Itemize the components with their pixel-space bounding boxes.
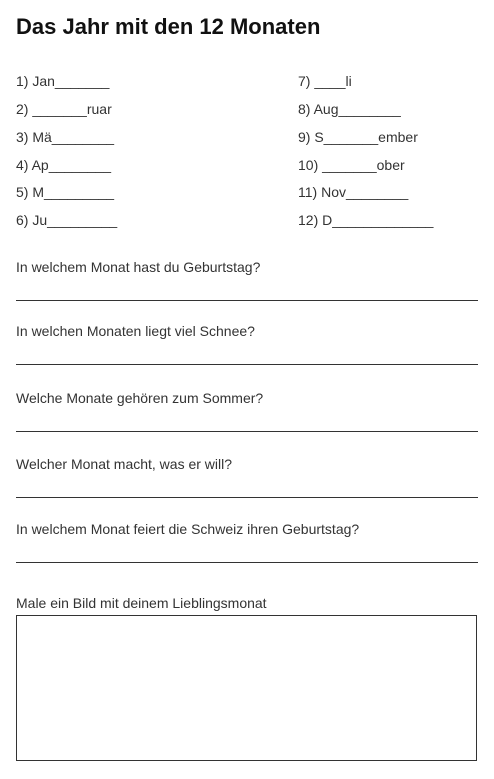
answer-line-swiss-national-day[interactable] xyxy=(16,562,478,563)
month-item-10: 10) _______ober xyxy=(298,157,405,173)
month-item-6: 6) Ju_________ xyxy=(16,212,118,228)
month-item-3: 3) Mä________ xyxy=(16,129,115,145)
month-item-9: 9) S_______ember xyxy=(298,129,418,145)
drawing-box[interactable] xyxy=(16,615,477,761)
question-april: Welcher Monat macht, was er will? xyxy=(16,456,233,472)
month-item-12: 12) D_____________ xyxy=(298,212,434,228)
question-summer: Welche Monate gehören zum Sommer? xyxy=(16,390,264,406)
question-snow: In welchen Monaten liegt viel Schnee? xyxy=(16,323,255,339)
answer-line-summer[interactable] xyxy=(16,431,478,432)
drawing-prompt: Male ein Bild mit deinem Lieblingsmonat xyxy=(16,595,267,611)
month-item-8: 8) Aug________ xyxy=(298,101,401,117)
month-item-7: 7) ____li xyxy=(298,73,352,89)
question-swiss-national-day: In welchem Monat feiert die Schweiz ihren Geburtstag? xyxy=(16,521,360,537)
answer-line-birthday[interactable] xyxy=(16,300,478,301)
month-item-2: 2) _______ruar xyxy=(16,101,112,117)
month-item-1: 1) Jan_______ xyxy=(16,73,110,89)
month-list xyxy=(16,72,486,234)
question-birthday: In welchem Monat hast du Geburtstag? xyxy=(16,259,261,275)
answer-line-april[interactable] xyxy=(16,497,478,498)
answer-line-snow[interactable] xyxy=(16,364,478,365)
month-item-5: 5) M_________ xyxy=(16,184,115,200)
month-item-11: 11) Nov________ xyxy=(298,184,409,200)
month-item-4: 4) Ap________ xyxy=(16,157,111,173)
worksheet-title: Das Jahr mit den 12 Monaten xyxy=(16,14,321,39)
